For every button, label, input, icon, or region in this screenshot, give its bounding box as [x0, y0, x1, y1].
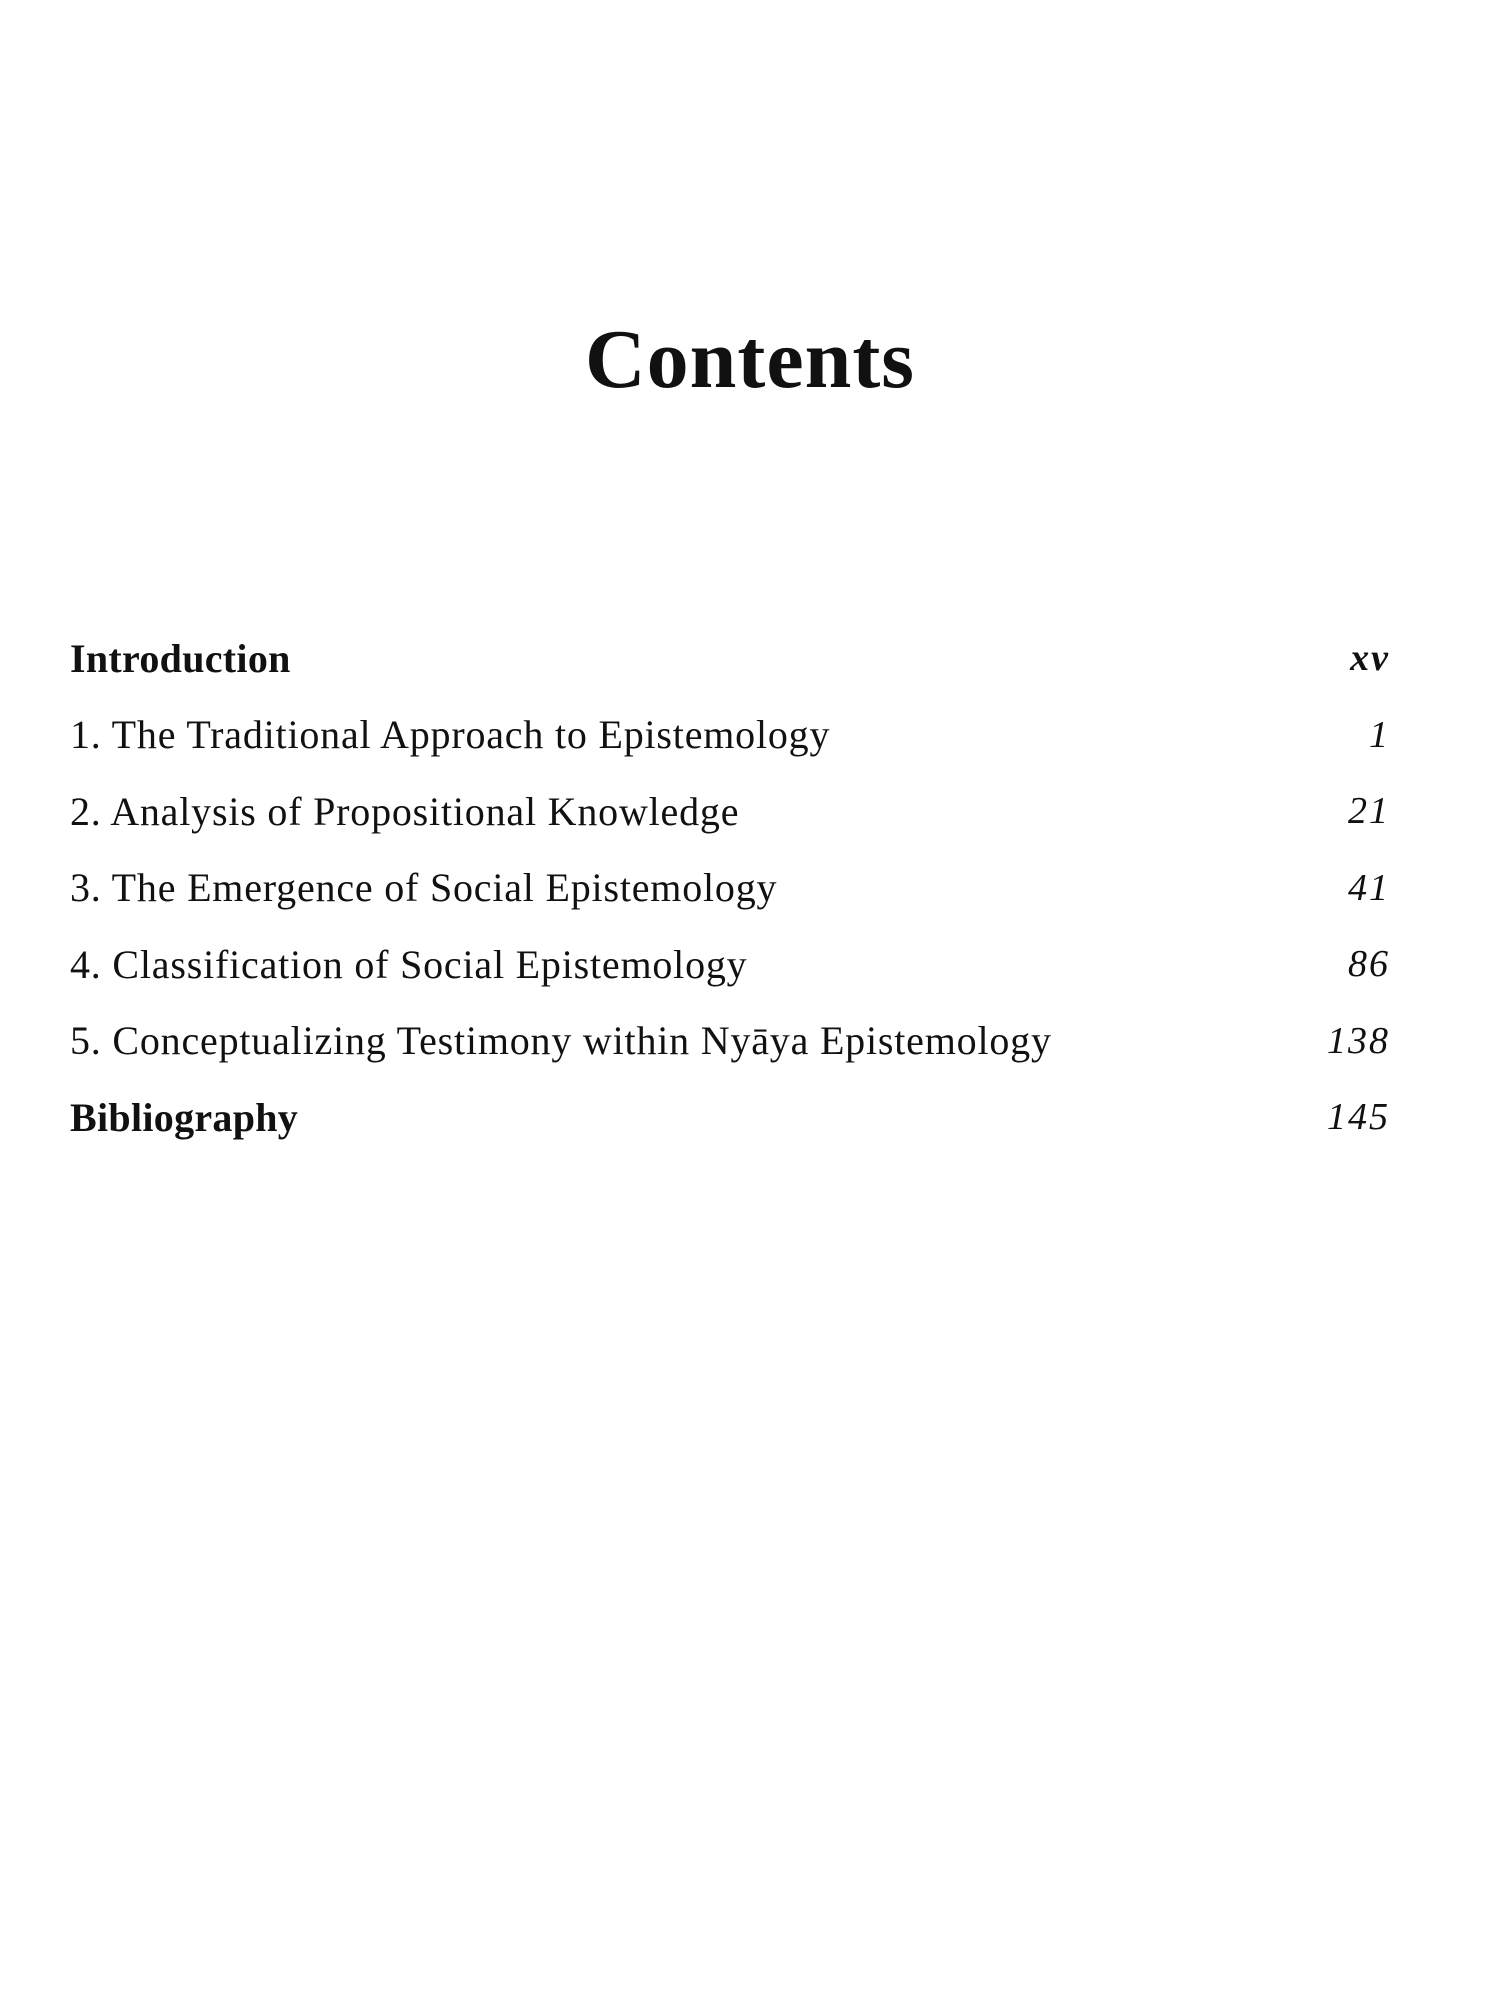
toc-entry-chapter-4 — [70, 926, 1390, 1003]
toc-entry-chapter-3 — [70, 850, 1390, 927]
toc-entry-page: 41 — [1348, 866, 1390, 909]
toc-entry-bibliography — [70, 1079, 1390, 1156]
toc-entry-label: Bibliography — [70, 1094, 299, 1140]
toc-entry-page: xv — [1350, 637, 1390, 680]
toc-entry-page: 21 — [1348, 790, 1390, 833]
toc-entry-page: 1 — [1369, 713, 1390, 756]
toc-entry-label: 3. The Emergence of Social Epistemology — [70, 865, 778, 911]
toc-entry-chapter-5 — [70, 1003, 1390, 1080]
toc-entry-label: 4. Classification of Social Epistemology — [70, 941, 748, 987]
toc-entry-page: 138 — [1327, 1019, 1390, 1062]
toc-entry-page: 86 — [1348, 943, 1390, 986]
toc-entry-label: Introduction — [70, 635, 291, 681]
page-title: Contents — [584, 313, 915, 406]
toc-entry-introduction — [70, 620, 1390, 697]
table-of-contents — [70, 620, 1390, 1156]
toc-entry-chapter-2 — [70, 773, 1390, 850]
toc-entry-page: 145 — [1327, 1096, 1390, 1139]
toc-entry-label: 5. Conceptualizing Testimony within Nyāya Epistemology — [70, 1018, 1052, 1064]
toc-entry-chapter-1 — [70, 697, 1390, 774]
toc-entry-label: 2. Analysis of Propositional Knowledge — [70, 788, 740, 834]
toc-entry-label: 1. The Traditional Approach to Epistemology — [70, 712, 831, 758]
